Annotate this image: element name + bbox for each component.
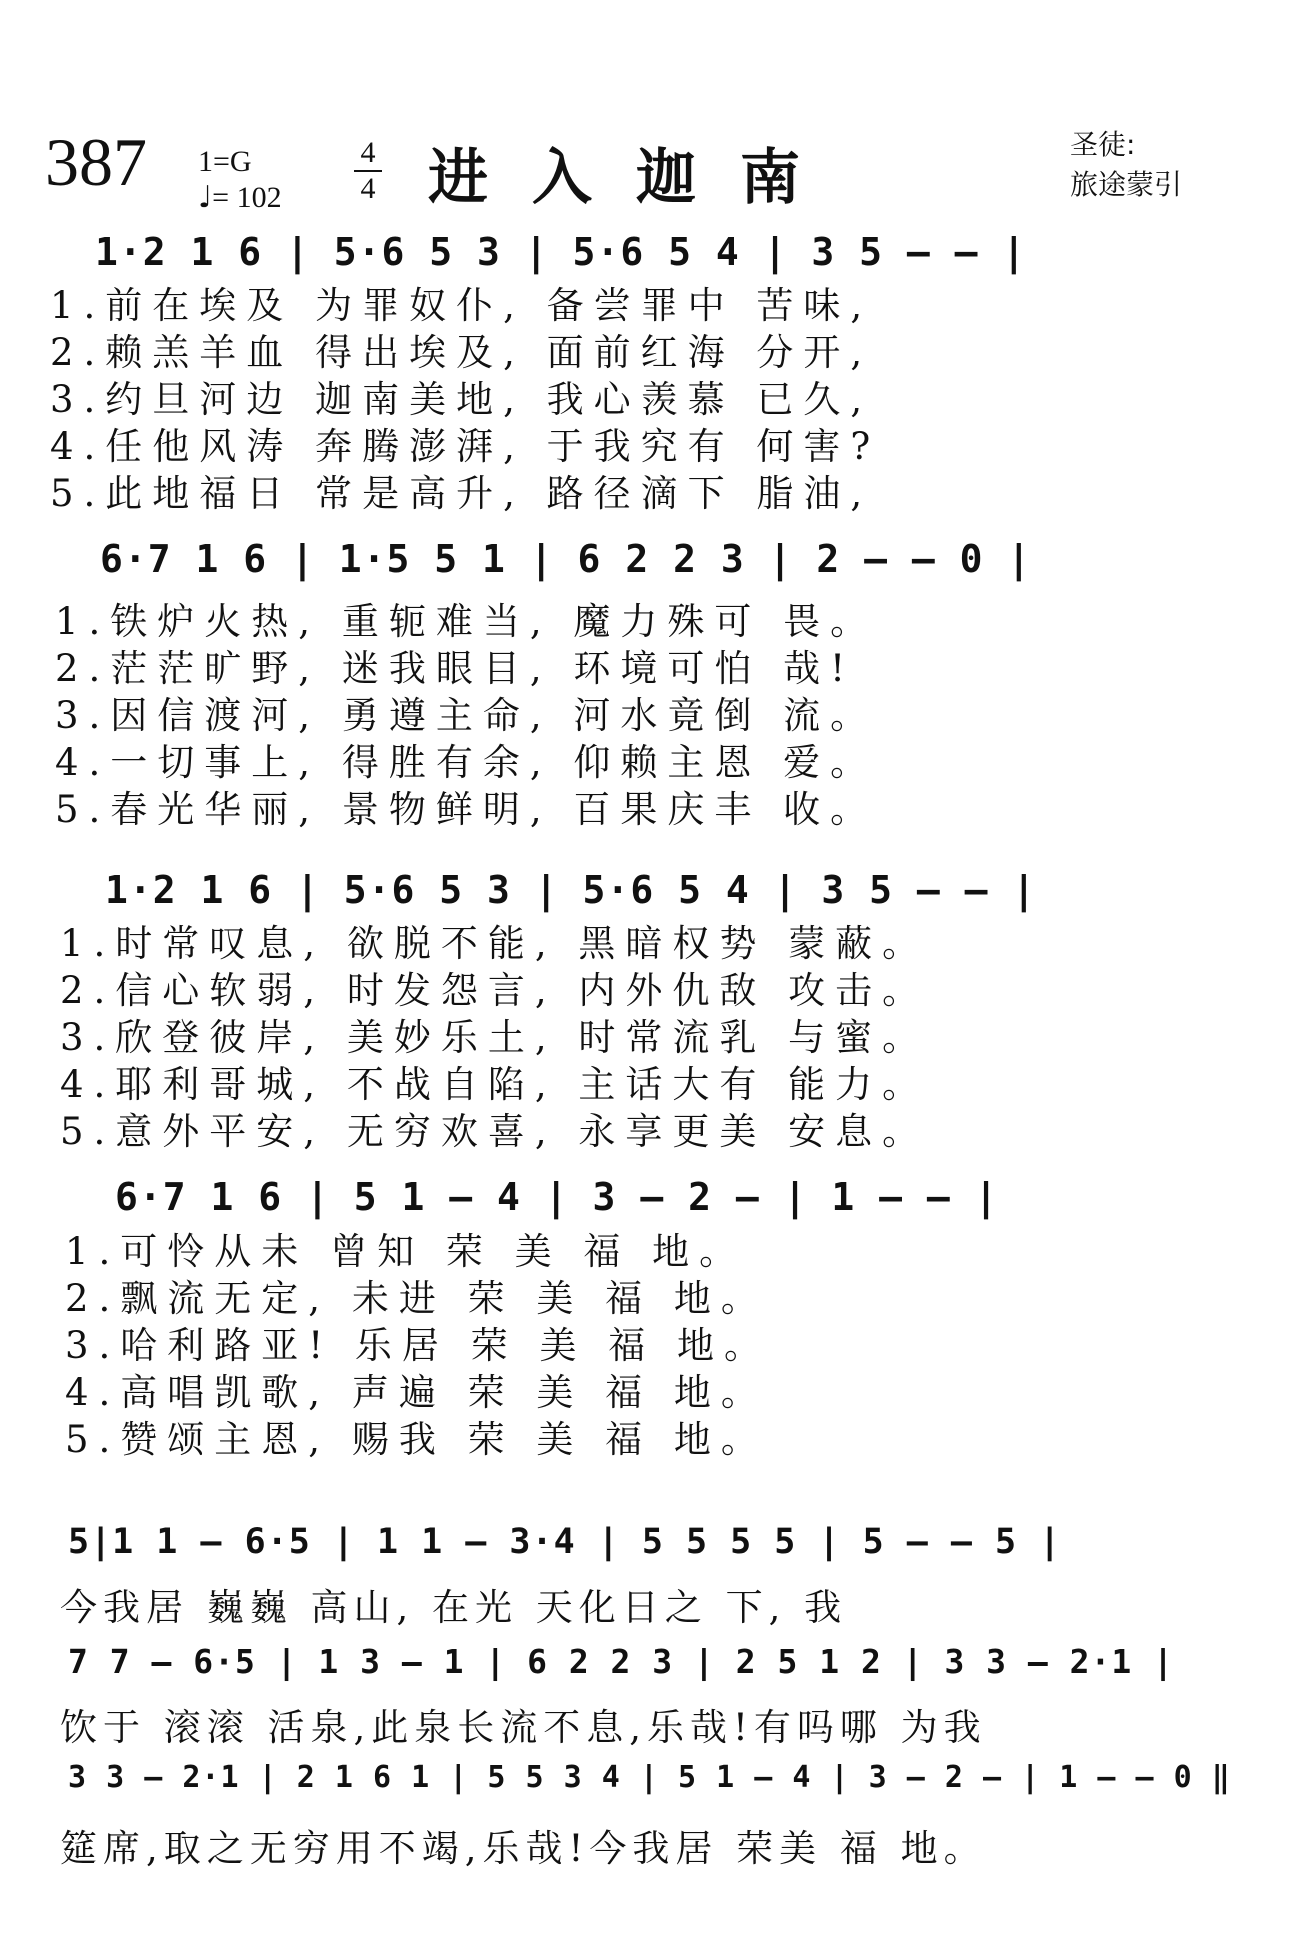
credit-line: 圣徒: bbox=[1070, 128, 1136, 161]
verse-lyrics bbox=[65, 1228, 771, 1463]
notation-row: 1·2 1 6 | 5·6 5 3 | 5·6 5 4 | 3 5 — — | bbox=[95, 230, 1027, 274]
lyric-line: 3.欣登彼岸, 美妙乐土, 时常流乳 与蜜。 bbox=[60, 1016, 930, 1059]
tempo-value: = 102 bbox=[212, 181, 282, 214]
notation-row: 6·7 1 6 | 5 1 — 4 | 3 — 2 — | 1 — — | bbox=[115, 1175, 999, 1219]
refrain-notation-row: 3 3 — 2·1 | 2 1 6 1 | 5 5 3 4 | 5 1 — 4 | 3 — 2 — | 1 — — 0 ‖ bbox=[68, 1760, 1231, 1795]
lyric-line: 1.铁炉火热, 重轭难当, 魔力殊可 畏。 bbox=[55, 600, 878, 643]
tempo-marking bbox=[198, 180, 282, 215]
lyric-line: 2.茫茫旷野, 迷我眼目, 环境可怕 哉! bbox=[55, 647, 855, 690]
verse-lyrics bbox=[55, 598, 877, 833]
hymn-title: 进入迦南 bbox=[428, 143, 844, 213]
credit-line: 旅途蒙引 bbox=[1070, 168, 1183, 201]
key-signature: 1=G bbox=[198, 145, 252, 178]
lyric-line: 4.耶利哥城, 不战自陷, 主话大有 能力。 bbox=[60, 1063, 930, 1106]
category-credits bbox=[1070, 125, 1182, 205]
time-signature-bottom: 4 bbox=[354, 170, 382, 206]
hymn-number: 387 bbox=[45, 124, 147, 200]
refrain-notation-row: 5|1 1 — 6·5 | 1 1 — 3·4 | 5 5 5 5 | 5 — — 5 | bbox=[68, 1522, 1062, 1562]
lyric-line: 1.可怜从未 曾知 荣 美 福 地。 bbox=[65, 1230, 747, 1273]
lyric-line: 5.赞颂主恩, 赐我 荣 美 福 地。 bbox=[65, 1418, 768, 1461]
lyric-line: 4.高唱凯歌, 声遍 荣 美 福 地。 bbox=[65, 1371, 768, 1414]
lyric-line: 3.约旦河边 迦南美地, 我心羡慕 已久, bbox=[50, 378, 873, 421]
refrain-notation-row: 7 7 — 6·5 | 1 3 — 1 | 6 2 2 3 | 2 5 1 2 | 3 3 — 2·1 | bbox=[68, 1642, 1174, 1681]
lyric-line: 3.因信渡河, 勇遵主命, 河水竟倒 流。 bbox=[55, 694, 878, 737]
quarter-note-icon: ♩ bbox=[198, 180, 213, 215]
time-signature-top: 4 bbox=[360, 136, 376, 169]
refrain-lyric-line: 筵席,取之无穷用不竭,乐哉!今我居 荣美 福 地。 bbox=[60, 1827, 987, 1870]
lyric-line: 1.时常叹息, 欲脱不能, 黑暗权势 蒙蔽。 bbox=[60, 922, 930, 965]
notation-row: 6·7 1 6 | 1·5 5 1 | 6 2 2 3 | 2 — — 0 | bbox=[100, 537, 1032, 581]
lyric-line: 4.一切事上, 得胜有余, 仰赖主恩 爱。 bbox=[55, 741, 878, 784]
lyric-line: 5.意外平安, 无穷欢喜, 永享更美 安息。 bbox=[60, 1110, 930, 1153]
lyric-line: 2.信心软弱, 时发怨言, 内外仇敌 攻击。 bbox=[60, 969, 930, 1012]
lyric-line: 1.前在埃及 为罪奴仆, 备尝罪中 苦味, bbox=[50, 284, 873, 327]
refrain-lyric-line: 饮于 滚滚 活泉,此泉长流不息,乐哉!有吗哪 为我 bbox=[60, 1706, 987, 1749]
notation-row: 1·2 1 6 | 5·6 5 3 | 5·6 5 4 | 3 5 — — | bbox=[105, 868, 1037, 912]
verse-lyrics bbox=[50, 282, 880, 517]
verse-lyrics bbox=[60, 920, 929, 1155]
time-signature bbox=[354, 136, 382, 206]
lyric-line: 4.任他风涛 奔腾澎湃, 于我究有 何害? bbox=[50, 425, 881, 468]
lyric-line: 2.飘流无定, 未进 荣 美 福 地。 bbox=[65, 1277, 768, 1320]
lyric-line: 3.哈利路亚! 乐居 荣 美 福 地。 bbox=[65, 1324, 771, 1367]
lyric-line: 2.赖羔羊血 得出埃及, 面前红海 分开, bbox=[50, 331, 873, 374]
lyric-line: 5.春光华丽, 景物鲜明, 百果庆丰 收。 bbox=[55, 788, 878, 831]
lyric-line: 5.此地福日 常是高升, 路径滴下 脂油, bbox=[50, 472, 873, 515]
refrain-lyric-line: 今我居 巍巍 高山, 在光 天化日之 下, 我 bbox=[60, 1586, 848, 1629]
